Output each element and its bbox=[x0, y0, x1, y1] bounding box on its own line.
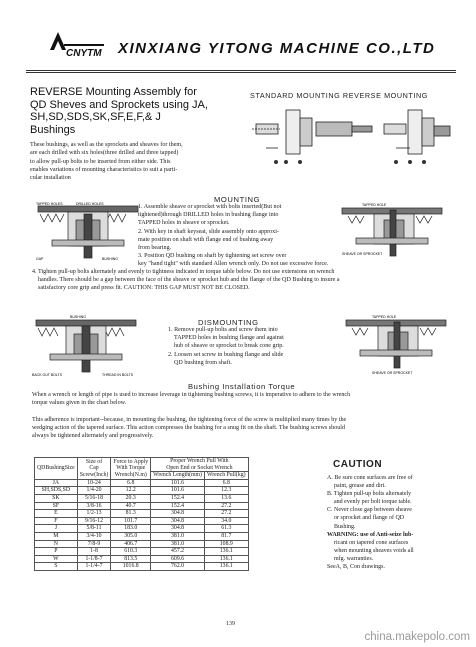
table-cell: 305.0 bbox=[111, 532, 151, 540]
table-cell: 304.8 bbox=[151, 517, 205, 525]
table-cell: SF bbox=[35, 502, 78, 510]
table-cell: 81.7 bbox=[205, 532, 249, 540]
table-row bbox=[35, 548, 249, 556]
table-cell: 5/8-11 bbox=[77, 525, 111, 533]
table-cell: 34.0 bbox=[205, 517, 249, 525]
table-cell: 1016.8 bbox=[111, 563, 151, 571]
mounting-steps: 1. Assemble sheave or sprocket with bolts inserted(But not tightened)through DRILLED holes in bushing flange into TAPPED holes in sheave or sprocket. 2. With key in shaft keyseat, slide assembly onto approxi- mate position on shaft with flange end of bushing away from bearing. 3. Position QD bushing on shaft by tightening set screw over bbox=[138, 204, 287, 260]
table-cell: 13.6 bbox=[205, 494, 249, 502]
table-cell: 9/16-12 bbox=[77, 517, 111, 525]
table-cell: 1-1/8-7 bbox=[77, 555, 111, 563]
mounting-step-4: 4. Tighten pull-up bolts alternately and evenly to tightness indicated in torque table below. Do not use extensions on wrench handles. There should be a gap between the face of the sheave or sprocket hub and the flange of the QD Bushing to insure a satisfactory core grip and press fit. CAUTION: THIS GAP MUST NOT BE CLOSED. bbox=[32, 269, 340, 292]
page-title: REVERSE Mounting Assembly for QD Sheves and Sprockets using JA, SH,SD,SDS,SK,SF,E,F,& J Bushings bbox=[30, 86, 208, 136]
dismounting-steps: 1. Remove pull-up bolts and screw them into TAPPED holes in bushing flange and against hub of sheave or sprocket to break cone grip. 2. Loosen set screw in bushing flange and slide QD bushing from shaft. bbox=[168, 327, 284, 366]
torque-paragraph-2: This adherence is important--because, in mounting the bushing, the tightening force of the screw is multiplied many times by the wedging action of the tapered surface. This action compresses the bushing for a snug fit on the shaft. The bushing screws should always be tightened alternately and progressively. bbox=[32, 417, 347, 440]
torque-table bbox=[34, 457, 249, 571]
watermark: china.makepolo.com bbox=[364, 631, 470, 643]
logo-text: CNYTM bbox=[66, 48, 102, 59]
table-cell: 61.3 bbox=[205, 525, 249, 533]
mounting-figure-right bbox=[338, 200, 450, 260]
table-cell: 304.8 bbox=[151, 525, 205, 533]
table-row bbox=[35, 540, 249, 548]
table-row bbox=[35, 525, 249, 533]
svg-text:THREAD IN BOLTS: THREAD IN BOLTS bbox=[102, 373, 134, 377]
table-cell: 1-8 bbox=[77, 548, 111, 556]
table-cell: S bbox=[35, 563, 78, 571]
table-cell: 40.7 bbox=[111, 502, 151, 510]
mounting-step-3-cont: key "hand tight" with standard Allen wrench only. Do not use excessive force. bbox=[138, 261, 329, 267]
intro-paragraph: These bushings, as well as the sprockets and sheaves for them, are each drilled with six holes(three drilled and three tapped) to allow pull-up bolts to be inserted from either side. This enables variations of mounting characteristics to suit a parti- cular installation bbox=[30, 142, 183, 182]
mounting-figure-left bbox=[32, 200, 144, 262]
table-row bbox=[35, 502, 249, 510]
col-wrench-length: Wrench Length(mm) bbox=[151, 472, 205, 480]
table-cell: 152.4 bbox=[151, 502, 205, 510]
table-cell: 152.4 bbox=[151, 494, 205, 502]
table-cell: 1-1/4-7 bbox=[77, 563, 111, 571]
table-cell: M bbox=[35, 532, 78, 540]
dismounting-heading: DISMOUNTING bbox=[198, 318, 259, 327]
mounting-heading: MOUNTING bbox=[214, 195, 261, 204]
table-row bbox=[35, 479, 249, 487]
table-cell: 7/8-9 bbox=[77, 540, 111, 548]
table-cell: 1/2-13 bbox=[77, 510, 111, 518]
table-cell: W bbox=[35, 555, 78, 563]
svg-text:BACK OUT BOLTS: BACK OUT BOLTS bbox=[32, 373, 63, 377]
svg-text:SHEAVE OR SPROCKET: SHEAVE OR SPROCKET bbox=[372, 371, 413, 375]
table-cell: 108.9 bbox=[205, 540, 249, 548]
table-cell: 406.7 bbox=[111, 540, 151, 548]
table-cell: 381.0 bbox=[151, 540, 205, 548]
table-cell: F bbox=[35, 517, 78, 525]
table-row bbox=[35, 494, 249, 502]
svg-text:BUSHING: BUSHING bbox=[70, 315, 86, 319]
table-cell: 609.6 bbox=[151, 555, 205, 563]
table-cell: 27.2 bbox=[205, 510, 249, 518]
torque-paragraph-1: When a wrench or length of pipe is used to increase leverage in tightening bushing screws, it is imperative to adhere to the wrench torque values given in the chart below. bbox=[32, 392, 351, 407]
table-cell: 304.8 bbox=[151, 510, 205, 518]
table-cell: SH,SDS,SD bbox=[35, 487, 78, 495]
page-number: 139 bbox=[226, 621, 235, 627]
table-cell: 610.3 bbox=[111, 548, 151, 556]
svg-text:BUSHING: BUSHING bbox=[102, 257, 118, 261]
table-cell: SK bbox=[35, 494, 78, 502]
table-row bbox=[35, 555, 249, 563]
table-row bbox=[35, 487, 249, 495]
table-row bbox=[35, 563, 249, 571]
table-row bbox=[35, 532, 249, 540]
col-wrench-pull: Wrench Pull(kg) bbox=[205, 472, 249, 480]
table-cell: J bbox=[35, 525, 78, 533]
table-row bbox=[35, 510, 249, 518]
svg-text:GAP: GAP bbox=[36, 257, 44, 261]
header-rule-thin bbox=[26, 72, 456, 73]
svg-text:SHEAVE OR SPROCKET: SHEAVE OR SPROCKET bbox=[342, 252, 383, 256]
dismounting-figure-left bbox=[30, 312, 142, 378]
table-cell: 6.8 bbox=[205, 479, 249, 487]
table-cell: 12.3 bbox=[205, 487, 249, 495]
torque-heading: Bushing Installation Torque bbox=[188, 382, 296, 391]
table-cell: 183.0 bbox=[111, 525, 151, 533]
table-cell: 136.1 bbox=[205, 555, 249, 563]
table-cell: 27.2 bbox=[205, 502, 249, 510]
table-cell: 20.3 bbox=[111, 494, 151, 502]
table-cell: 81.3 bbox=[111, 510, 151, 518]
company-logo bbox=[44, 28, 108, 62]
table-cell: 136.1 bbox=[205, 548, 249, 556]
table-cell: 101.6 bbox=[151, 479, 205, 487]
table-cell: JA bbox=[35, 479, 78, 487]
table-cell: 101.6 bbox=[151, 487, 205, 495]
col-bushing-size: QDBushingSize bbox=[35, 458, 78, 480]
svg-text:TAPPED HOLE: TAPPED HOLE bbox=[362, 203, 387, 207]
table-cell: 101.7 bbox=[111, 517, 151, 525]
table-cell: 381.0 bbox=[151, 532, 205, 540]
standard-reverse-mounting-figure bbox=[246, 100, 454, 172]
table-cell: 12.2 bbox=[111, 487, 151, 495]
table-cell: 5/16-18 bbox=[77, 494, 111, 502]
table-cell: 1/4-20 bbox=[77, 487, 111, 495]
dismounting-figure-right bbox=[342, 312, 452, 378]
table-cell: 457.2 bbox=[151, 548, 205, 556]
table-cell: 3/8-16 bbox=[77, 502, 111, 510]
svg-text:DRILLED HOLES: DRILLED HOLES bbox=[76, 202, 104, 206]
col-force: Force to Apply With Torque Wrench(N.m) bbox=[111, 458, 151, 480]
table-cell: 813.5 bbox=[111, 555, 151, 563]
mounting-type-label: STANDARD MOUNTING REVERSE MOUNTING bbox=[250, 91, 428, 100]
table-row bbox=[35, 517, 249, 525]
table-cell: 762.0 bbox=[151, 563, 205, 571]
table-cell: P bbox=[35, 548, 78, 556]
caution-heading: CAUTION bbox=[333, 459, 383, 470]
table-cell: N bbox=[35, 540, 78, 548]
svg-text:TAPPED HOLES: TAPPED HOLES bbox=[36, 202, 63, 206]
table-cell: 136.1 bbox=[205, 563, 249, 571]
col-proper-pull: Proper Wrench Pull With Open End or Socket Wrench bbox=[151, 458, 248, 472]
table-cell: 3/4-10 bbox=[77, 532, 111, 540]
svg-text:TAPPED HOLE: TAPPED HOLE bbox=[372, 315, 397, 319]
table-cell: 6.8 bbox=[111, 479, 151, 487]
caution-list: A. Be sure cone surfaces are free of paint, grease and dirt. B. Tighten pull-up bolts alternately and evenly per bolt torque table. C. Never close gap between sheave or sprocket and flange of QD Bushing. WARNING: use of Anti-seize lub- ricant on tapered cone surfaces when mounting sheaves voids all mfg. warranties. SeeA, B, Con drawings. bbox=[327, 475, 414, 571]
col-cap-screw: Size of Cap Screw(Inch) bbox=[77, 458, 111, 480]
table-cell: E bbox=[35, 510, 78, 518]
company-name: XINXIANG YITONG MACHINE CO.,LTD bbox=[118, 40, 436, 57]
header-rule bbox=[26, 70, 456, 71]
table-cell: 10-24 bbox=[77, 479, 111, 487]
